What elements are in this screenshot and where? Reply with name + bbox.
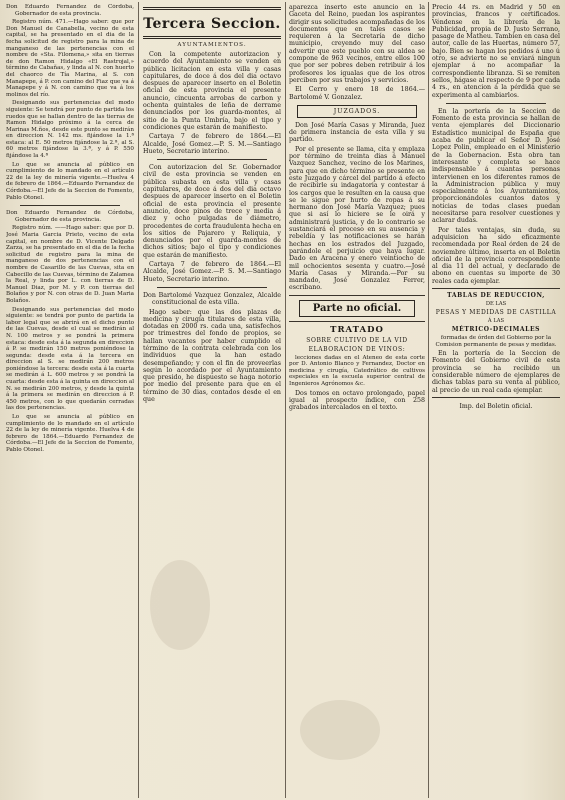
column-rule: [428, 2, 429, 798]
paragraph: aparezca inserto este anuncio en la Gaceta del Reino, puedan los aspirantes dirigir sus solicitudes acompañadas de los documentos que en tales casos se requieren á la Secretaría de dicho municipio, creyendo muy del caso advertir que este pueblo con su aldea se compone de 963 vecinos, entre ellos 100 que por ser pobres deben retribuir á los profesores los igualas que de los otros perciben por sus trabajos y servicios.: [289, 4, 425, 84]
column-2: [143, 4, 281, 798]
book-subtitle: ELABORACION DE VINOS:: [308, 345, 406, 353]
section-title: Tercera Seccion.: [143, 16, 281, 32]
divider: [157, 287, 267, 288]
book-subtitle: SOBRE CULTIVO DE LA VID: [306, 336, 408, 344]
column-rule: [285, 2, 286, 798]
paragraph: Hago saber: que las dos plazas de medicina y cirugía titulares de esta villa, dotadas en 2000 rs. cada una, satisfechos por trimestres del fondo de propios, se hallan vacantes por haber cumplido el término de la contrata celebrada con los individuos que la han estado desempeñando; y con el fin de proveerlas según lo acordado por el Ayuntamiento que presido, he dispuesto se haga notorio por medio del presente para que en el término de 30 dias, contados desde el en que: [143, 308, 281, 404]
paragraph: Designando sus pertenencias del modo siguiente: se tendrá por punto de partida la labor legal que se abrirá en el dicho punto de las Cuevas, desde el cual se medirán al N. 100 metros y se pondrá la primera estaca: desde esta á la segunda en direccion á P. se medirán 150 metros poniéndose la segunda: desde esta á la tercera en direccion al S. se medirán 200 metros poniéndose la tercera: desde esta á la cuarta se medirán á L. 600 metros y se pondrá la cuarta: desde esta á la quinta en direccion al N. se medirán 200 metros, y desde la quinta á la primera se medirán en direccion á P. 450 metros, con lo que quedarán cerradas las dos pertenencias.: [6, 306, 134, 412]
paragraph: Lo que se anuncia al público en cumplimiento de lo mandado en el artículo 22 de la ley de minería vigente.—Huelva 4 de febrero de 1864.—Eduardo Fernandez de Córdoba.—El Jefe de la Seccion de Fomento, Pablo Otonel.: [6, 161, 134, 201]
paragraph: Registro núm. ——Hago saber: que por D. José Maria Garcia Prieto, vecino de esta capital, en nombre de D. Vicente Delgado Zarza, se ha presentado en el dia de la fecha solicitud de registro para la mina de manganeso de dos pertenencias con el nombre de Casarillo de las Cuevas, sita en Cabecillo de las Cuevas, término de Zalamea la Real, y linda por L. con tierras de D. Manuel Diaz, por M. y P. con tierras del Bolaños y por N. con otras de D. Juan Maria Bolaños.: [6, 225, 134, 304]
column-4: [432, 4, 560, 798]
divider: [432, 397, 560, 398]
paragraph: En la portería de la Seccion de Fomento de esta provincia se hallan de venta ejemplares del Diccionario Estadístico municipal de España que acaba de publicar el Señor D. José Lopez Polin, empleado en el Ministerio de la Gobernacion. Esta obra tan interesante y completa se hace indispensable á cuantas personas intervienen en los diferentes ramos de la Administracion pública y muy especialmente á los Ayuntamientos, proporcionándoles cuantos datos y noticias de todas clases puedan necesitarse para resolver cuestiones y aclarar dudas.: [432, 107, 560, 225]
tables-note: formadas de órden del Gobierno por la Comision permanente de pesas y medidas.: [435, 334, 557, 348]
divider: [446, 103, 546, 104]
paragraph: Con autorizacion del Sr. Gobernador civil de esta provincia se venden en pública subasta en esta villa y casas capitulares, de doce á dos del dia octavo despues de aparecer inserto en el Boletin oficial de esta provincia el presente anuncio, doce pinos de trece y media á diez y ocho pulgadas de diámetro, procedentes de corta fraudulenta hecha en los sitios de Pajarero y Reliquia, y denunciados por el guarda-montes de dichos sitios; bajo el tipo y condiciones que estarán de manifiesto.: [143, 164, 281, 259]
paragraph: Dos tomos en octavo prolongado, papel igual al prospecto índice, con 258 grabados intercalados en el texto.: [289, 389, 425, 412]
divider: [289, 321, 425, 322]
book-title: TRATADO: [330, 324, 384, 335]
paragraph: Designando sus pertenencias del modo siguiente: Se tendrá por punto de partida los ruedos que se hallan dentro de las tierras de Ramon Hidalgo próximo á la cerca de Marinas M.ños, desde este punto se medirán en direccion N. 142 ms. fijándose la 1.ª estaca: al E. 50 metros fijándose la 2.ª, al S. 60 metros fijándose la 3.ª, y á P. 550 fijándose la 4.ª: [6, 100, 134, 160]
paragraph: Lo que se anuncia al público en cumplimiento de lo mandado en el artículo 22 de la ley de minería vigente. Huelva 4 de febrero de 1864.—Eduardo Fernandez de Córdoba.—El Jefe de la Seccion de Fomento, Pablo Otonel.: [6, 414, 134, 453]
column-rule: [138, 2, 139, 798]
tables-subtitle: Á LAS: [487, 317, 505, 324]
notice-heading: Don José María Casas y Miranda, Juez de primera instancia de esta villa y su partido.: [289, 121, 425, 144]
parte-no-oficial-heading: Parte no oficial.: [299, 300, 415, 317]
printer-imprint: Imp. del Boletin oficial.: [459, 402, 533, 410]
column-1: [6, 4, 134, 798]
paragraph: En la portería de la Seccion de Fomento del Gobierno civil de esta provincia se ha recibido un considerable número de ejemplares de dichas tablas para su venta al público, al precio de un real cada ejemplar.: [432, 350, 560, 394]
paragraph: Registro núm. 471.—Hago saber: que por Don Manuel de Canabella, vecino de esta capital, se ha presentado en el dia de la fecha solicitud de registro para la mina de manganeso de las pertenencias con el nombre de «Sta. Filomena,» sita en tierras de don Ramon Hidalgo «El Rastrojal,» término de Cabañas, y linda al N. con huerto del chaorco de Tía Marina, al S. con Manapepe, á P. con camino del Fiaz que va á Manapepe y á N. con camino que va á los molinos del río.: [6, 19, 134, 98]
paragraph: Con la competente autorizacion y acuerdo del Ayuntamiento se venden en pública licitacion en esta villa y casas capitulares, de doce á dos del dia octavo despues de aparecer inserto en el Boletin oficial de esta provincia el presente anuncio, cincuenta arrobas de carbon y ochenta quintales de leña de derrame denunciados por los guarda-montes, al sitio de la Punta Umbría, bajo el tipo y condiciones que estarán de manifiesto.: [143, 51, 281, 131]
paragraph: Por tales ventajas, sin duda, su adquisicion ha sido eficazmente recomendada por Real órden de 24 de noviembre último, inserta en el Boletin oficial de la provincia correspondiente al dia 11 del actual, y declarado de abono en cuentas su importe de 30 reales cada ejemplar.: [432, 226, 560, 285]
divider: [20, 205, 120, 206]
divider: [157, 159, 267, 160]
divider: [289, 295, 425, 296]
notice-heading: Don Eduardo Fernandez de Córdoba, Gobernador de esta provincia.: [6, 210, 134, 223]
tables-title: TABLAS DE REDUCCION,: [447, 291, 545, 299]
tables-subtitle: PESAS Y MEDIDAS DE CASTILLA: [435, 308, 557, 316]
signature: Cartaya 7 de febrero de 1864.—El Alcalde, José Gomez.—P. S. M.—Santiago Hueto, Secretario interino.: [143, 261, 281, 283]
juzgados-heading: JUZGADOS.: [297, 105, 417, 118]
signature: Cartaya 7 de febrero de 1864.—El Alcalde, José Gomez.—P. S. M.—Santiago Hueto, Secretario interino.: [143, 133, 281, 155]
double-rule: [143, 36, 281, 39]
notice-heading: Don Bartolomé Vazquez Gonzalez, Alcalde constitucional de esta villa.: [143, 291, 281, 307]
section-subheading: AYUNTAMIENTOS.: [177, 42, 247, 48]
paragraph: Por el presente se llama, cita y emplaza por término de treinta dias á Manuel Vazquez Sanchez, vecino de los Marines, para que en dicho término se presente en este Juzgado y cárcel del partido á efecto de recibirle su indagatoria y contestar á los cargos que le resulten en la causa que se le sigue por hurto de ropas á su hermano don José María Vazquez; pues que si así lo hiciere se le oirá y administrará justicia, y de lo contrario se sustanciará el proceso en su ausencia y rebeldía y las notificaciones se harán hechas en los estrados del Juzgado, parándole el perjuicio que haya lugar. Dado en Aracena y enero veintiocho de mil ochocientos sesenta y cuatro.—José María Casas y Miranda.—Por su mandado, José Gonzalez Ferrer, escribano.: [289, 145, 425, 292]
paragraph: lecciones dadas en el Ateneo de esta corte por D. Antonio Blanco y Fernandez, Doctor en medicina y cirugía, Catedrático de cultivos especiales en la escuela superior central de Ingenieros Agrónomos &c.: [289, 354, 425, 388]
paragraph: Precio 44 rs. en Madrid y 50 en provincias, francos y certificados. Véndense en la librería de la Publicidad, propia de D. Justo Serrano, pasage de Matheu. Tambien en casa del autor, calle de las Huertas, número 57, bajo. Bien se hagan los pedidos á uno ú otro, se advierte no se enviará ningun ejemplar á no acompañar la correspondiente libranza. Si se remiten sellos, hágase al respecto de 9 por cada 4 rs., en atencion á la pérdida que se experimenta al cambiarlos.: [432, 4, 560, 99]
signature: El Cerro y enero 18 de 1864.—Bartolomé V. Gonzalez.: [289, 86, 425, 101]
tables-subtitle: MÉTRICO-DECIMALES: [451, 325, 541, 333]
notice-heading: Don Eduardo Fernandez de Córdoba, Gobernador de esta provincia.: [6, 4, 134, 17]
divider: [432, 288, 560, 289]
column-3: [289, 4, 425, 798]
double-rule: [143, 7, 281, 10]
tables-subtitle: DE LAS: [485, 300, 507, 307]
